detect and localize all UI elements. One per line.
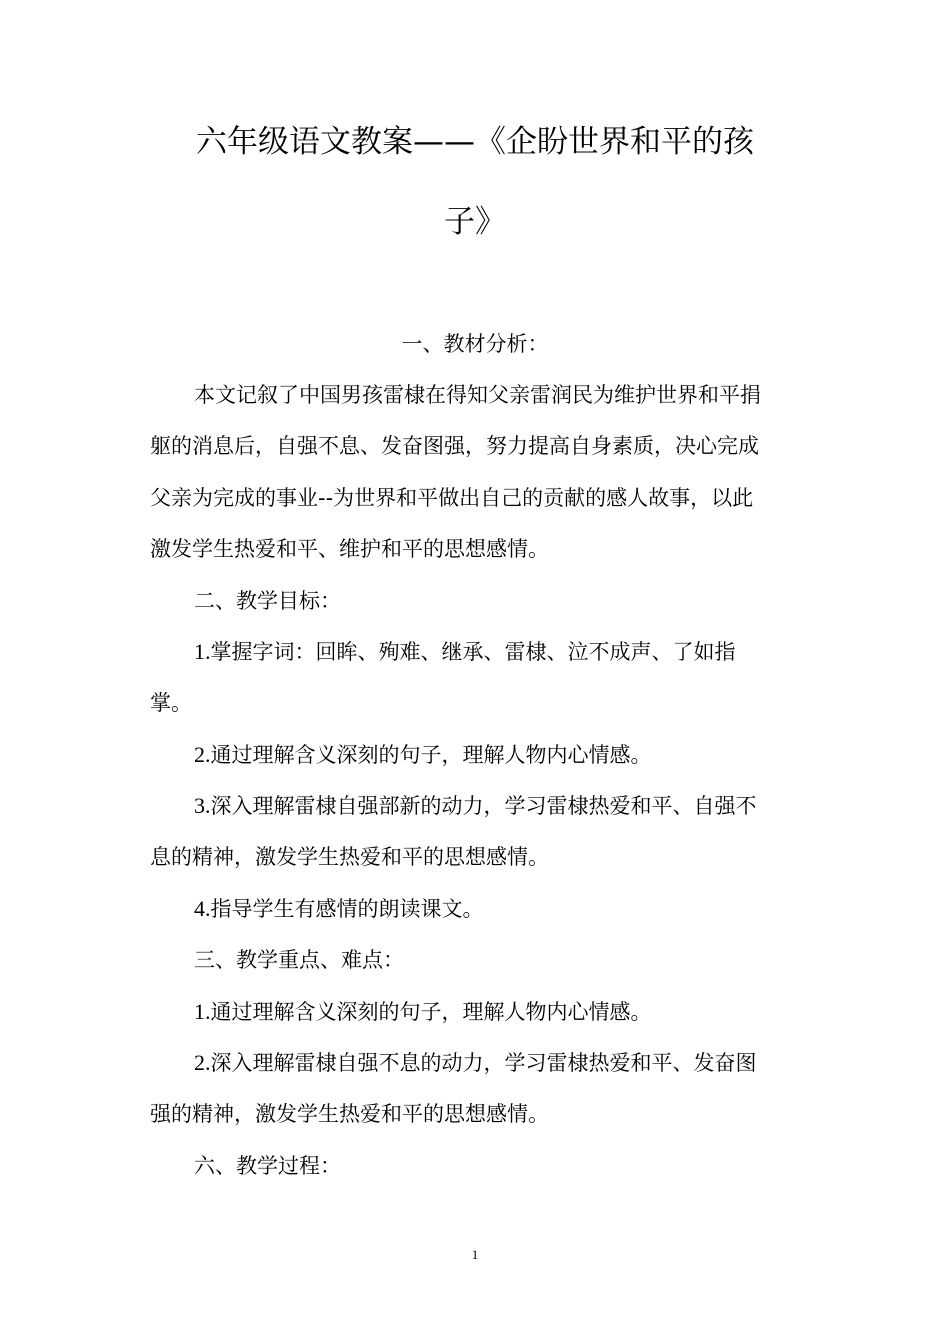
- list-item-continuation: 息的精神，激发学生热爱和平的思想感情。: [150, 845, 549, 869]
- list-item-number: 2.: [194, 742, 211, 767]
- list-item-number: 1.: [194, 639, 211, 664]
- paragraph-line: 父亲为完成的事业--为世界和平做出自己的贡献的感人故事，以此: [150, 486, 754, 510]
- list-item: [194, 997, 652, 1027]
- paragraph-line: 躯的消息后，自强不息、发奋图强，努力提高自身素质，决心完成: [150, 434, 759, 458]
- section-heading-key-points: 三、教学重点、难点：: [194, 948, 404, 972]
- section-heading-textbook-analysis: 一、教材分析：: [401, 332, 549, 356]
- list-item-continuation: 强的精神，激发学生热爱和平的思想感情。: [150, 1102, 549, 1126]
- section-heading-teaching-process: 六、教学过程：: [194, 1154, 341, 1178]
- list-item-number: 2.: [194, 1050, 211, 1075]
- list-item-number: 3.: [194, 793, 211, 818]
- page-number: 1: [471, 1247, 479, 1262]
- list-item-text: 深入理解雷棣自强部新的动力，学习雷棣热爱和平、自强不: [210, 794, 757, 818]
- list-item-text: 指导学生有感情的朗读课文。: [210, 897, 484, 921]
- paragraph-line: 本文记叙了中国男孩雷棣在得知父亲雷润民为维护世界和平捐: [194, 383, 761, 407]
- list-item-number: 4.: [194, 896, 211, 921]
- list-item-text: 通过理解含义深刻的句子，理解人物内心情感。: [210, 743, 652, 767]
- document-title-line-2: 子》: [444, 204, 506, 240]
- list-item: [194, 637, 736, 667]
- document-title-line-1: 六年级语文教案——《企盼世界和平的孩: [196, 124, 754, 160]
- section-heading-teaching-goals: 二、教学目标：: [194, 589, 341, 613]
- list-item-text: 通过理解含义深刻的句子，理解人物内心情感。: [210, 1000, 652, 1024]
- list-item: [194, 791, 757, 821]
- paragraph-line: 激发学生热爱和平、维护和平的思想感情。: [150, 537, 549, 561]
- list-item: [194, 1048, 757, 1078]
- list-item-number: 1.: [194, 999, 211, 1024]
- list-item-text: 掌握字词：回眸、殉难、继承、雷棣、泣不成声、了如指: [210, 640, 736, 664]
- list-item: [194, 740, 652, 770]
- list-item: [194, 894, 484, 924]
- list-item-text: 深入理解雷棣自强不息的动力，学习雷棣热爱和平、发奋图: [210, 1051, 757, 1075]
- list-item-continuation: 掌。: [150, 691, 192, 715]
